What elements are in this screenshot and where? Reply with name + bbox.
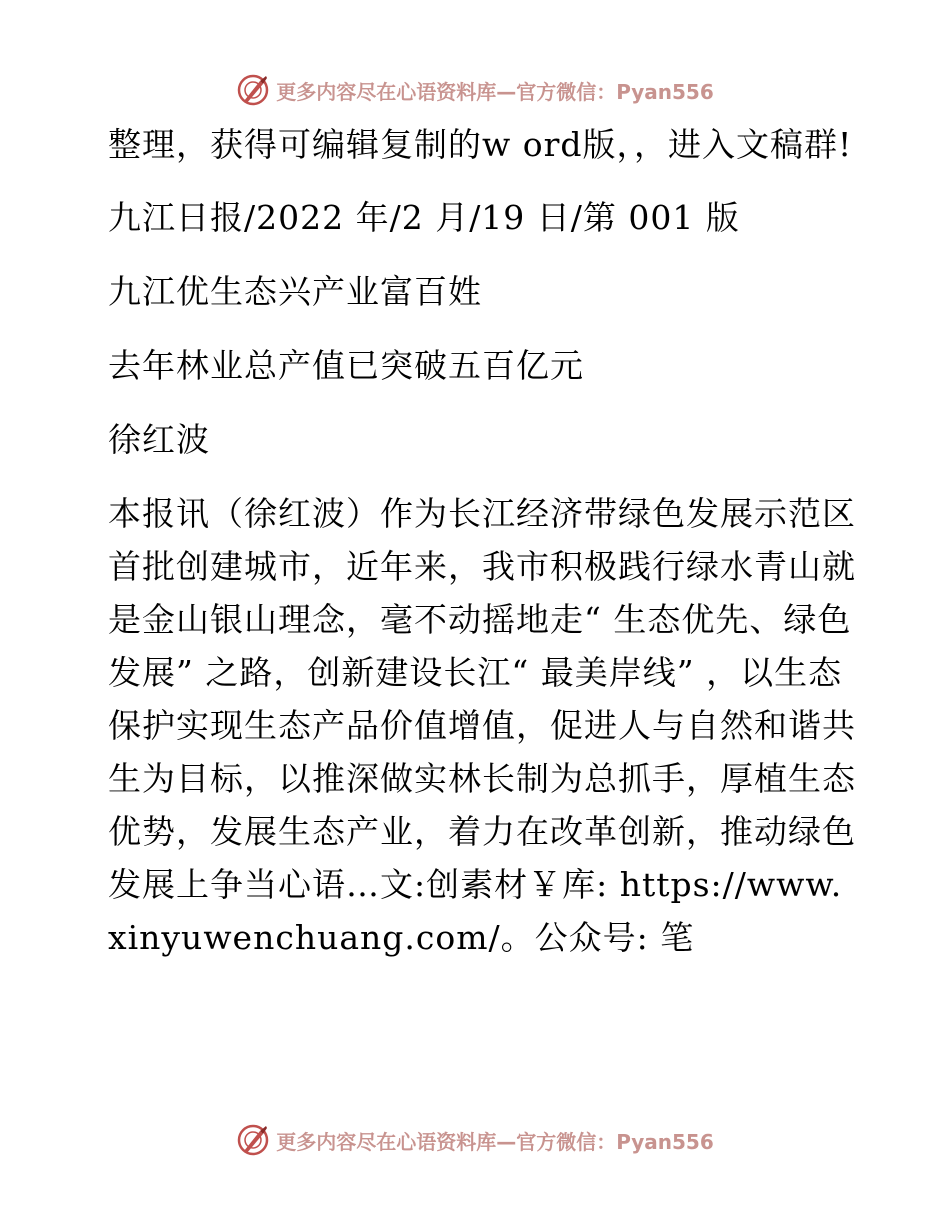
- document-body: [97, 118, 857, 964]
- header-banner: [0, 68, 950, 112]
- header-banner-content: [236, 73, 714, 107]
- intro-paragraph: 整理，获得可编辑复制的w ord版，，进入文稿群!: [108, 125, 853, 164]
- subheadline: 去年林业总产值已突破五百亿元: [108, 346, 584, 385]
- quill-seal-icon: [236, 73, 270, 107]
- body-paragraph: 本报讯（徐红波）作为长江经济带绿色发展示范区首批创建城市，近年来，我市积极践行绿水青山就是金山银山理念，毫不动摇地走“ 生态优先、绿色发展” 之路，创新建设长江“ 最美岸线” ，以生态保护实现生态产品价值增值，促进人与自然和谐共生为目标，以推深做实林长制为总抓手，厚植生态优势，发展生态产业，着力在改革创新，推动绿色发展上争当心语…文:创素材￥库: https://www.xinyuwenchuang.com/。公众号: 笔: [108, 494, 856, 957]
- headline: 九江优生态兴产业富百姓: [108, 272, 482, 311]
- footer-banner-text: 更多内容尽在心语资料库—官方微信：Pyan556: [276, 1129, 714, 1154]
- quill-seal-icon: [236, 1123, 270, 1157]
- source-line: 九江日报/2022 年/2 月/19 日/第 001 版: [108, 198, 740, 237]
- footer-banner-content: [236, 1123, 714, 1157]
- author-byline: 徐红波: [108, 420, 210, 459]
- footer-banner: [0, 1118, 950, 1162]
- header-banner-text: 更多内容尽在心语资料库—官方微信：Pyan556: [276, 79, 714, 104]
